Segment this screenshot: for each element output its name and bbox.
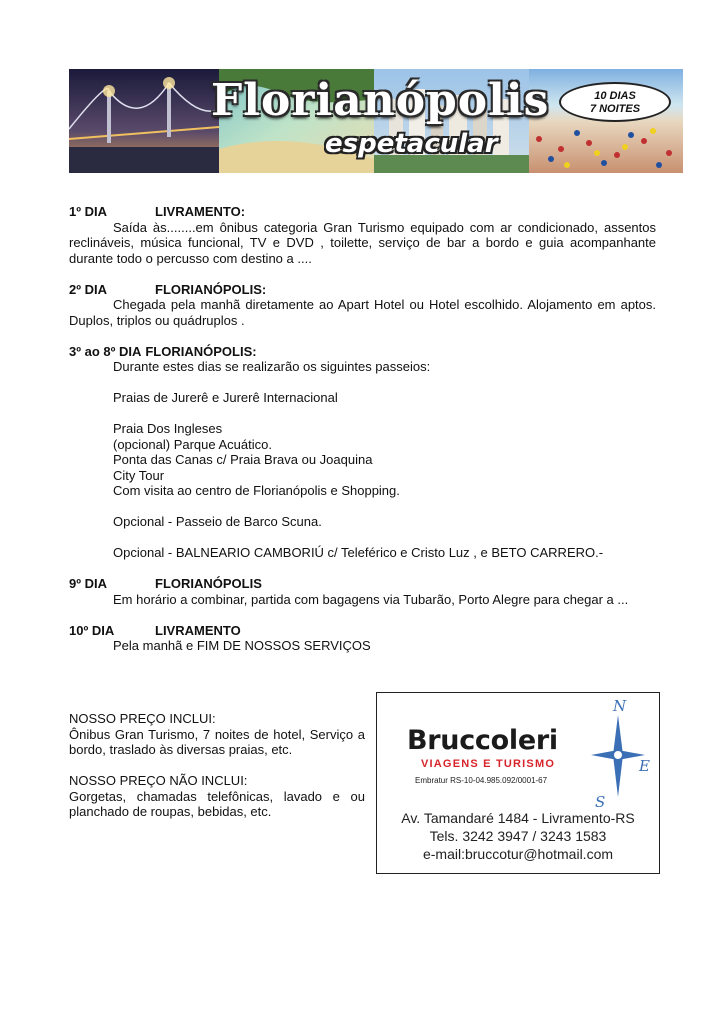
excludes-text: Gorgetas, chamadas telefônicas, lavado e ou planchado de roupas, bebidas, etc. — [69, 788, 365, 819]
day-heading — [69, 576, 656, 592]
tour-item: City Tour — [113, 467, 165, 483]
day-1 — [69, 204, 656, 266]
compass-icon — [583, 697, 653, 809]
day-3-to-8 — [69, 344, 656, 561]
banner-subtitle: espetacular — [325, 129, 498, 159]
tour-item: Opcional - Passeio de Barco Scuna. — [113, 514, 322, 529]
includes-title: NOSSO PREÇO INCLUI: — [69, 711, 216, 726]
price-info — [69, 711, 365, 820]
day-number: 2º DIA — [69, 281, 107, 297]
day-heading — [69, 344, 656, 360]
company-card — [376, 692, 660, 874]
tour-item: Ponta das Canas c/ Praia Brava ou Joaquina — [113, 452, 373, 467]
tour-item: Praia Dos Ingleses — [113, 421, 223, 436]
day-heading — [69, 204, 656, 220]
day-9 — [69, 576, 656, 607]
company-tagline: VIAGENS E TURISMO — [421, 758, 556, 770]
tour-item: Com visita ao centro de Florianópolis e Shopping. — [113, 483, 400, 498]
day-description: Durante estes dias se realizarão os siguintes passeios: — [113, 359, 431, 374]
day-place: LIVRAMENTO — [155, 622, 241, 638]
badge-days: 10 DIAS — [594, 90, 636, 102]
compass-east-label: E — [639, 757, 650, 775]
day-heading — [69, 282, 656, 298]
company-address: Av. Tamandaré 1484 - Livramento-RS — [401, 810, 635, 826]
company-phones: Tels. 3242 3947 / 3243 1583 — [429, 828, 607, 844]
header-banner — [69, 69, 683, 173]
excludes-title: NOSSO PREÇO NÃO INCLUI: — [69, 773, 248, 788]
compass-north-label: N — [613, 697, 627, 715]
company-registration: Embratur RS-10-04.985.092/0001-67 — [415, 776, 548, 785]
day-10 — [69, 623, 656, 654]
company-name: Bruccoleri — [407, 725, 558, 756]
day-description: Chegada pela manhã diretamente ao Apart Hotel ou Hotel escolhido. Alojamento em aptos. Duplos, triplos ou quádruplos . — [69, 297, 656, 328]
banner-duration-badge — [559, 82, 671, 122]
day-place: LIVRAMENTO: — [155, 204, 246, 219]
day-description: Saída às........em ônibus categoria Gran Turismo equipado com ar condicionado, assentos reclináveis, música funcional, TV e DVD , toilette, serviço de bar a bordo e guia acompanhante durante todo o percusso com destino a .... — [69, 219, 656, 266]
day-number: 3º ao 8º DIA — [69, 343, 142, 359]
tour-item: (opcional) Parque Acuático. — [113, 436, 272, 452]
day-2 — [69, 282, 656, 329]
day-place: FLORIANÓPOLIS: — [145, 343, 257, 359]
badge-nights: 7 NOITES — [589, 103, 641, 115]
day-heading — [69, 623, 656, 639]
tour-item: Praias de Jurerê e Jurerê Internacional — [113, 390, 338, 405]
itinerary — [69, 204, 656, 669]
day-place: FLORIANÓPOLIS — [155, 576, 262, 591]
includes-text: Ônibus Gran Turismo, 7 noites de hotel, Serviço a bordo, traslado às diversas praias, etc. — [69, 726, 365, 757]
banner-title: Florianópolis — [211, 75, 550, 126]
day-place: FLORIANÓPOLIS: — [155, 281, 267, 297]
day-description: Pela manhã e FIM DE NOSSOS SERVIÇOS — [113, 638, 371, 653]
day-number: 10º DIA — [69, 622, 115, 638]
compass-south-label: S — [595, 793, 606, 809]
company-email: e-mail:bruccotur@hotmail.com — [422, 846, 614, 862]
day-description: Em horário a combinar, partida com bagagens via Tubarão, Porto Alegre para chegar a ... — [113, 591, 629, 607]
tour-item: Opcional - BALNEARIO CAMBORIÚ c/ Teleférico e Cristo Luz , e BETO CARRERO.- — [113, 545, 604, 560]
day-number: 9º DIA — [69, 576, 107, 591]
day-number: 1º DIA — [69, 204, 107, 219]
